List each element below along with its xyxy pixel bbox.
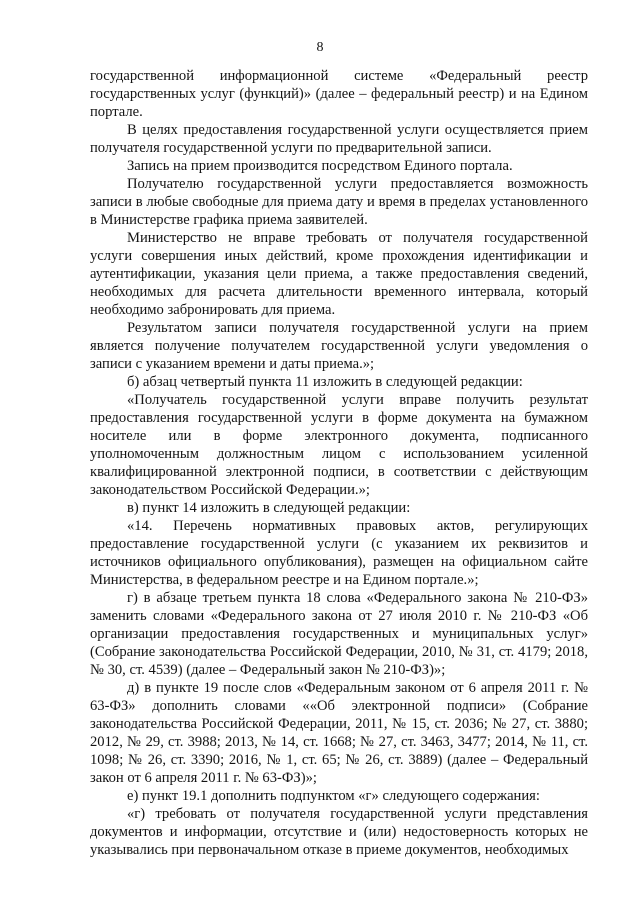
paragraph-continuation: государственной информационной системе «Федеральный реестр государственных услуг (функций)» (далее – федеральный реестр) и на Едином портале. bbox=[90, 68, 588, 120]
document-body bbox=[90, 67, 588, 859]
paragraph-appointment-result: Результатом записи получателя государственной услуги на прием является получение получателем государственной услуги уведомления о записи с указанием времени и даты приема.»; bbox=[90, 320, 588, 372]
paragraph-result-form: «Получатель государственной услуги вправе получить результат предоставления государственной услуги в форме документа на бумажном носителе или в форме электронного документа, подписанного уполномоченным должностным лицом с использованием усиленной квалифицированной электронной подписи, в соответствии с действующим законодательством Российской Федерации.»; bbox=[90, 392, 588, 498]
paragraph-appointment-purpose: В целях предоставления государственной услуги осуществляется прием получателя государственной услуги по предварительной записи. bbox=[90, 122, 588, 156]
page-number: 8 bbox=[316, 40, 324, 55]
paragraph-appointment-portal: Запись на прием производится посредством Единого портала. bbox=[127, 158, 513, 174]
paragraph-subitem-g: «г) требовать от получателя государственной услуги представления документов и информации, отсутствие и (или) недостоверность которых не указывались при первоначальном отказе в приеме документов, необходимых bbox=[90, 806, 588, 858]
paragraph-item-14: «14. Перечень нормативных правовых актов, регулирующих предоставление государственной услуги (с указанием их реквизитов и источников официального опубликования), размещен на официальном сайте Министерства, в федеральном реестре и на Едином портале.»; bbox=[90, 518, 588, 588]
paragraph-amendment-g: г) в абзаце третьем пункта 18 слова «Федерального закона № 210-ФЗ» заменить словами «Федерального закона от 27 июля 2010 г. № 210-ФЗ «Об организации предоставления государственных и муниципальных услуг» (Собрание законодательства Российской Федерации, 2010, № 31, ст. 4179; 2018, № 30, ст. 4539) (далее – Федеральный закон № 210-ФЗ)»; bbox=[90, 590, 588, 678]
paragraph-appointment-slots: Получателю государственной услуги предоставляется возможность записи в любые свободные для приема дату и время в пределах установленного в Министерстве графика приема заявителей. bbox=[90, 176, 588, 228]
paragraph-amendment-e: е) пункт 19.1 дополнить подпунктом «г» следующего содержания: bbox=[127, 788, 540, 804]
paragraph-amendment-b: б) абзац четвертый пункта 11 изложить в следующей редакции: bbox=[127, 374, 523, 390]
paragraph-amendment-v: в) пункт 14 изложить в следующей редакции: bbox=[127, 500, 411, 516]
paragraph-amendment-d: д) в пункте 19 после слов «Федеральным законом от 6 апреля 2011 г. № 63-ФЗ» дополнить словами ««Об электронной подписи» (Собрание законодательства Российской Федерации, 2011, № 15, ст. 2036; № 27, ст. 3880; 2012, № 29, ст. 3988; 2013, № 14, ст. 1668; № 27, ст. 3463, 3477; 2014, № 11, ст. 1098; № 26, ст. 3390; 2016, № 1, ст. 65; № 26, ст. 3889) (далее – Федеральный закон от 6 апреля 2011 г. № 63-ФЗ)»; bbox=[90, 680, 588, 786]
paragraph-ministry-restrictions: Министерство не вправе требовать от получателя государственной услуги совершения иных действий, кроме прохождения идентификации и аутентификации, указания цели приема, а также предоставления сведений, необходимых для расчета длительности временного интервала, который необходимо забронировать для приема. bbox=[90, 230, 588, 318]
